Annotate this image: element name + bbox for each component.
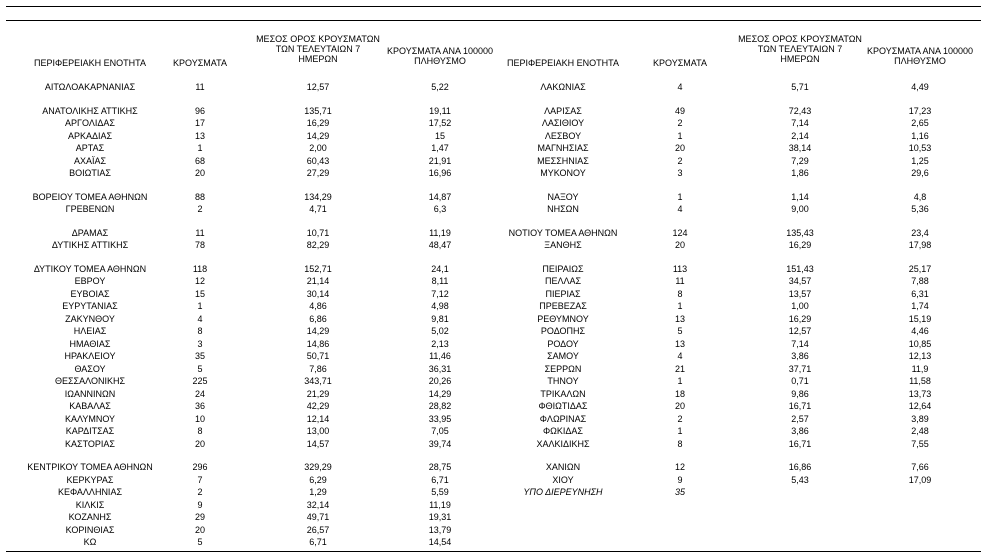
cases-cell: 12 xyxy=(194,276,205,286)
avg-cell: 13,00 xyxy=(306,426,330,436)
table-row xyxy=(0,438,985,451)
avg-cell: 6,71 xyxy=(309,537,327,547)
table-row xyxy=(0,413,985,426)
cases-cell: 4 xyxy=(677,204,683,214)
cases-cell: 1 xyxy=(677,376,683,386)
table-row xyxy=(0,499,985,512)
region-cell: ΖΑΚΥΝΘΟΥ xyxy=(65,313,115,324)
region-cell: ΑΡΤΑΣ xyxy=(75,143,105,153)
table-row xyxy=(0,375,985,388)
region-cell: ΚΟΡΙΝΘΙΑΣ xyxy=(65,524,115,535)
table-row xyxy=(0,203,985,216)
region-cell: ΜΕΣΣΗΝΙΑΣ xyxy=(537,155,589,166)
avg-cell: 9,86 xyxy=(791,388,809,399)
cases-cell: 68 xyxy=(194,155,205,166)
cases-cell: 20 xyxy=(674,401,685,411)
region-cell: ΦΛΩΡΙΝΑΣ xyxy=(539,413,587,424)
cases-cell: 13 xyxy=(194,130,205,141)
avg-cell: 135,43 xyxy=(786,227,814,238)
avg-cell: 37,71 xyxy=(788,363,812,374)
region-cell: ΤΗΝΟΥ xyxy=(547,376,579,386)
region-cell: ΚΕΦΑΛΛΗΝΙΑΣ xyxy=(57,487,123,497)
cases-cell: 1 xyxy=(677,301,683,311)
cases-cell: 29 xyxy=(194,512,205,522)
cases-cell: 296 xyxy=(192,462,208,472)
per100k-cell: 33,95 xyxy=(428,413,452,424)
per100k-cell: 7,12 xyxy=(431,288,449,299)
table-row xyxy=(0,288,985,301)
avg-cell: 1,86 xyxy=(791,168,809,178)
region-cell: ΘΕΣΣΑΛΟΝΙΚΗΣ xyxy=(54,376,126,386)
cases-cell: 5 xyxy=(197,363,203,374)
avg-cell: 2,14 xyxy=(791,130,809,141)
per100k-cell: 24,1 xyxy=(431,263,449,274)
avg-cell: 16,29 xyxy=(788,313,812,324)
avg-cell: 7,14 xyxy=(791,338,809,349)
per100k-cell: 5,22 xyxy=(431,82,449,92)
per100k-cell: 6,71 xyxy=(431,474,449,485)
cases-cell: 2 xyxy=(677,118,683,128)
avg-cell: 42,29 xyxy=(306,401,330,411)
avg-cell: 0,71 xyxy=(791,376,809,386)
cases-cell: 11 xyxy=(195,82,205,92)
cases-cell: 1 xyxy=(677,426,683,436)
per100k-cell: 13,79 xyxy=(428,524,452,535)
top-rule xyxy=(6,6,981,7)
per100k-cell: 4,46 xyxy=(911,326,929,336)
per100k-cell: 36,31 xyxy=(428,363,452,374)
region-cell: ΧΑΝΙΩΝ xyxy=(545,462,581,472)
avg-cell: 329,29 xyxy=(304,462,332,472)
per100k-cell: 2,13 xyxy=(431,338,449,349)
per100k-cell: 7,55 xyxy=(911,438,929,449)
table-row xyxy=(0,155,985,168)
per100k-cell: 13,73 xyxy=(908,388,932,399)
cases-cell: 2 xyxy=(677,413,683,424)
region-cell: ΡΟΔΟΠΗΣ xyxy=(540,326,586,336)
per100k-cell: 48,47 xyxy=(428,240,452,250)
region-cell: ΕΥΡΥΤΑΝΙΑΣ xyxy=(62,301,118,311)
avg-cell: 4,71 xyxy=(309,204,327,214)
avg-cell: 14,86 xyxy=(306,338,330,349)
avg-cell: 30,14 xyxy=(306,288,330,299)
avg-cell: 7,86 xyxy=(309,363,327,374)
avg-cell: 152,71 xyxy=(304,263,332,274)
table-row xyxy=(0,400,985,413)
cases-cell: 8 xyxy=(677,438,683,449)
avg-cell: 27,29 xyxy=(306,168,330,178)
cases-cell: 113 xyxy=(672,263,688,274)
region-cell: ΒΟΡΕΙΟΥ ΤΟΜΕΑ ΑΘΗΝΩΝ xyxy=(32,191,148,202)
cases-cell: 15 xyxy=(194,288,205,299)
avg-cell: 13,57 xyxy=(788,288,812,299)
per100k-cell: 5,02 xyxy=(431,326,449,336)
cases-cell: 20 xyxy=(194,168,205,178)
table-row xyxy=(0,167,985,180)
per100k-cell: 5,59 xyxy=(431,487,449,497)
table-row xyxy=(0,325,985,338)
region-cell: ΠΕΙΡΑΙΩΣ xyxy=(542,263,584,274)
per100k-cell: 17,23 xyxy=(908,105,932,116)
table-row xyxy=(0,363,985,376)
avg-cell: 21,14 xyxy=(306,276,330,286)
right-header-region: ΠΕΡΙΦΕΡΕΙΑΚΗ ΕΝΟΤΗΤΑ xyxy=(506,58,620,68)
avg-cell: 2,00 xyxy=(309,143,327,153)
region-cell: ΦΘΙΩΤΙΔΑΣ xyxy=(538,401,588,411)
table-row xyxy=(0,388,985,401)
cases-cell: 3 xyxy=(677,168,683,178)
avg-cell: 6,86 xyxy=(309,313,327,324)
cases-cell: 13 xyxy=(674,338,685,349)
region-cell: ΕΒΡΟΥ xyxy=(74,276,106,286)
cases-cell: 3 xyxy=(197,338,203,349)
cases-cell: 118 xyxy=(192,263,208,274)
table-row xyxy=(0,239,985,252)
cases-cell: 17 xyxy=(194,118,205,128)
per100k-cell: 7,88 xyxy=(911,276,929,286)
left-header-cases: ΚΡΟΥΣΜΑΤΑ xyxy=(173,58,227,68)
cases-cell: 9 xyxy=(197,499,203,510)
avg-cell: 14,29 xyxy=(306,326,330,336)
avg-cell: 38,14 xyxy=(788,143,812,153)
avg-cell: 134,29 xyxy=(304,191,332,202)
table-row xyxy=(0,191,985,204)
cases-cell: 4 xyxy=(677,351,683,361)
table-row xyxy=(0,474,985,487)
per100k-cell: 2,65 xyxy=(911,118,929,128)
cases-cell: 21 xyxy=(674,363,685,374)
per100k-cell: 11,9 xyxy=(911,363,929,374)
table-row xyxy=(0,130,985,143)
region-cell: ΚΑΣΤΟΡΙΑΣ xyxy=(65,438,115,449)
table-row xyxy=(0,536,985,549)
region-cell: ΧΙΟΥ xyxy=(552,474,574,485)
region-cell: ΘΑΣΟΥ xyxy=(74,363,106,374)
per100k-cell: 9,81 xyxy=(431,313,449,324)
cases-cell: 12 xyxy=(674,462,685,472)
table-row xyxy=(0,275,985,288)
cases-cell: 225 xyxy=(192,376,208,386)
region-cell: ΚΑΒΑΛΑΣ xyxy=(69,401,111,411)
per100k-cell: 6,3 xyxy=(433,204,447,214)
per100k-cell: 28,82 xyxy=(428,401,452,411)
cases-cell: 49 xyxy=(674,105,685,116)
cases-cell: 20 xyxy=(674,240,685,250)
region-cell: ΚΩ xyxy=(83,537,97,547)
avg-cell: 34,57 xyxy=(788,276,812,286)
table-row xyxy=(0,338,985,351)
cases-cell: 5 xyxy=(197,537,203,547)
region-cell: ΛΑΣΙΘΙΟΥ xyxy=(541,118,585,128)
region-cell: ΞΑΝΘΗΣ xyxy=(544,240,582,250)
per100k-cell: 19,11 xyxy=(429,105,451,116)
cases-cell: 2 xyxy=(677,155,683,166)
table-row xyxy=(0,117,985,130)
per100k-cell: 29,6 xyxy=(911,168,929,178)
per100k-cell: 4,49 xyxy=(911,82,929,92)
region-cell: ΕΥΒΟΙΑΣ xyxy=(70,288,110,299)
per100k-cell: 1,47 xyxy=(431,143,449,153)
avg-cell: 82,29 xyxy=(306,240,330,250)
avg-cell: 1,14 xyxy=(791,191,809,202)
avg-cell: 7,14 xyxy=(791,118,809,128)
region-cell: ΤΡΙΚΑΛΩΝ xyxy=(540,388,586,399)
avg-cell: 12,57 xyxy=(306,82,330,92)
avg-cell: 12,14 xyxy=(306,413,330,424)
per100k-cell: 1,25 xyxy=(911,155,929,166)
per100k-cell: 17,52 xyxy=(428,118,452,128)
cases-cell: 4 xyxy=(197,313,203,324)
avg-cell: 16,71 xyxy=(788,438,812,449)
cases-cell: 11 xyxy=(195,227,205,238)
avg-cell: 72,43 xyxy=(788,105,812,116)
per100k-cell: 8,11 xyxy=(431,276,449,286)
avg-cell: 16,71 xyxy=(788,401,812,411)
region-cell: ΜΑΓΝΗΣΙΑΣ xyxy=(537,143,589,153)
region-cell: ΔΡΑΜΑΣ xyxy=(71,227,109,238)
table-row xyxy=(0,227,985,240)
bottom-rule xyxy=(6,551,981,552)
region-cell: ΡΕΘΥΜΝΟΥ xyxy=(537,313,589,324)
table-row xyxy=(0,263,985,276)
per100k-cell: 19,31 xyxy=(428,512,452,522)
cases-cell: 8 xyxy=(197,326,203,336)
per100k-cell: 23,4 xyxy=(911,227,929,238)
avg-cell: 5,43 xyxy=(791,474,809,485)
region-cell: ΒΟΙΩΤΙΑΣ xyxy=(69,168,111,178)
per100k-cell: 28,75 xyxy=(428,462,452,472)
per100k-cell: 14,29 xyxy=(428,388,452,399)
per100k-cell: 6,31 xyxy=(911,288,929,299)
per100k-cell: 1,74 xyxy=(911,301,929,311)
avg-cell: 16,86 xyxy=(788,462,812,472)
region-cell: ΠΕΛΛΑΣ xyxy=(544,276,582,286)
avg-cell: 7,29 xyxy=(791,155,809,166)
region-cell: ΝΟΤΙΟΥ ΤΟΜΕΑ ΑΘΗΝΩΝ xyxy=(508,227,618,238)
table-row xyxy=(0,313,985,326)
region-cell: ΚΙΛΚΙΣ xyxy=(75,499,105,510)
cases-cell: 1 xyxy=(197,301,203,311)
region-cell: ΝΗΣΩΝ xyxy=(547,204,579,214)
left-header-region: ΠΕΡΙΦΕΡΕΙΑΚΗ ΕΝΟΤΗΤΑ xyxy=(33,58,147,68)
per100k-cell: 15,19 xyxy=(908,313,932,324)
cases-cell: 35 xyxy=(194,351,205,361)
right-header-cases: ΚΡΟΥΣΜΑΤΑ xyxy=(653,58,707,68)
region-cell: ΑΧΑΪΑΣ xyxy=(73,155,107,166)
avg-cell: 343,71 xyxy=(304,376,332,386)
table-row xyxy=(0,300,985,313)
cases-cell: 4 xyxy=(677,82,683,92)
region-cell: ΑΙΤΩΛΟΑΚΑΡΝΑΝΙΑΣ xyxy=(44,82,136,92)
per100k-cell: 17,09 xyxy=(908,474,932,485)
region-cell: ΧΑΛΚΙΔΙΚΗΣ xyxy=(536,438,590,449)
table-row xyxy=(0,461,985,474)
region-cell: ΣΑΜΟΥ xyxy=(547,351,579,361)
avg-cell: 151,43 xyxy=(786,263,814,274)
table-row xyxy=(0,511,985,524)
avg-cell: 1,00 xyxy=(791,301,809,311)
table-row xyxy=(0,81,985,94)
cases-cell: 78 xyxy=(194,240,205,250)
per100k-cell: 14,87 xyxy=(428,191,452,202)
region-cell: ΝΑΞΟΥ xyxy=(547,191,579,202)
cases-cell: 1 xyxy=(677,191,683,202)
avg-cell: 16,29 xyxy=(788,240,812,250)
region-cell: ΑΡΓΟΛΙΔΑΣ xyxy=(65,118,115,128)
cases-cell: 1 xyxy=(197,143,203,153)
per100k-cell: 11,19 xyxy=(429,227,451,238)
region-cell: ΦΩΚΙΔΑΣ xyxy=(543,426,583,436)
avg-cell: 3,86 xyxy=(791,351,809,361)
avg-cell: 6,29 xyxy=(309,474,327,485)
cases-cell: 35 xyxy=(674,487,685,497)
region-cell: ΔΥΤΙΚΟΥ ΤΟΜΕΑ ΑΘΗΝΩΝ xyxy=(33,263,147,274)
region-cell: ΚΑΡΔΙΤΣΑΣ xyxy=(65,426,115,436)
cases-cell: 2 xyxy=(197,204,203,214)
per100k-cell: 25,17 xyxy=(908,263,932,274)
region-cell: ΑΡΚΑΔΙΑΣ xyxy=(67,130,113,141)
per100k-cell: 17,98 xyxy=(908,240,932,250)
region-cell: ΔΥΤΙΚΗΣ ΑΤΤΙΚΗΣ xyxy=(51,240,129,250)
avg-cell: 60,43 xyxy=(306,155,330,166)
per100k-cell: 14,54 xyxy=(428,537,452,547)
region-cell: ΚΟΖΑΝΗΣ xyxy=(68,512,112,522)
per100k-cell: 39,74 xyxy=(428,438,452,449)
region-cell: ΛΑΚΩΝΙΑΣ xyxy=(540,82,586,92)
region-cell: ΥΠΟ ΔΙΕΡΕΥΝΗΣΗ xyxy=(523,487,603,497)
avg-cell: 2,57 xyxy=(791,413,809,424)
cases-cell: 1 xyxy=(677,130,683,141)
region-cell: ΛΑΡΙΣΑΣ xyxy=(544,105,582,116)
avg-cell: 12,57 xyxy=(788,326,812,336)
table-row xyxy=(0,105,985,118)
cases-cell: 18 xyxy=(674,388,685,399)
region-cell: ΣΕΡΡΩΝ xyxy=(544,363,582,374)
avg-cell: 3,86 xyxy=(791,426,809,436)
region-cell: ΑΝΑΤΟΛΙΚΗΣ ΑΤΤΙΚΗΣ xyxy=(42,105,138,116)
cases-cell: 8 xyxy=(197,426,203,436)
cases-cell: 96 xyxy=(194,105,205,116)
cases-cell: 20 xyxy=(194,438,205,449)
per100k-cell: 4,98 xyxy=(431,301,449,311)
region-cell: ΙΩΑΝΝΙΝΩΝ xyxy=(64,388,116,399)
avg-cell: 26,57 xyxy=(306,524,330,535)
region-cell: ΜΥΚΟΝΟΥ xyxy=(540,168,586,178)
per100k-cell: 3,89 xyxy=(911,413,929,424)
region-cell: ΓΡΕΒΕΝΩΝ xyxy=(65,204,115,214)
table-row xyxy=(0,486,985,499)
cases-cell: 20 xyxy=(674,143,685,153)
per100k-cell: 12,13 xyxy=(908,351,932,361)
avg-cell: 21,29 xyxy=(306,388,330,399)
region-cell: ΚΕΝΤΡΙΚΟΥ ΤΟΜΕΑ ΑΘΗΝΩΝ xyxy=(27,462,153,472)
right-header-per100k: ΚΡΟΥΣΜΑΤΑ ΑΝΑ 100000 ΠΛΗΘΥΣΜΟ xyxy=(867,46,973,66)
avg-cell: 50,71 xyxy=(306,351,330,361)
region-cell: ΗΡΑΚΛΕΙΟΥ xyxy=(64,351,116,361)
avg-cell: 5,71 xyxy=(791,82,809,92)
cases-cell: 9 xyxy=(677,474,683,485)
cases-cell: 11 xyxy=(675,276,685,286)
avg-cell: 49,71 xyxy=(306,512,330,522)
per100k-cell: 5,36 xyxy=(911,204,929,214)
region-cell: ΛΕΣΒΟΥ xyxy=(544,130,582,141)
avg-cell: 9,00 xyxy=(791,204,809,214)
avg-cell: 1,29 xyxy=(309,487,327,497)
region-cell: ΠΙΕΡΙΑΣ xyxy=(545,288,581,299)
cases-cell: 10 xyxy=(194,413,205,424)
per100k-cell: 4,8 xyxy=(913,191,927,202)
right-header-avg: ΜΕΣΟΣ ΟΡΟΣ ΚΡΟΥΣΜΑΤΩΝ ΤΩΝ ΤΕΛΕΥΤΑΙΩΝ 7 ΗΜΕΡΩΝ xyxy=(738,34,862,64)
per100k-cell: 7,66 xyxy=(911,462,929,472)
table-row xyxy=(0,350,985,363)
per100k-cell: 21,91 xyxy=(428,155,452,166)
cases-cell: 88 xyxy=(194,191,205,202)
avg-cell: 4,86 xyxy=(309,301,327,311)
cases-cell: 7 xyxy=(197,474,203,485)
table-row xyxy=(0,524,985,537)
per100k-cell: 16,96 xyxy=(428,168,452,178)
region-cell: ΡΟΔΟΥ xyxy=(547,338,579,349)
cases-cell: 20 xyxy=(194,524,205,535)
avg-cell: 32,14 xyxy=(306,499,330,510)
region-cell: ΠΡΕΒΕΖΑΣ xyxy=(539,301,587,311)
table-row xyxy=(0,142,985,155)
cases-cell: 13 xyxy=(674,313,685,324)
per100k-cell: 7,05 xyxy=(431,426,449,436)
per100k-cell: 11,19 xyxy=(429,499,451,510)
avg-cell: 135,71 xyxy=(304,105,332,116)
left-header-per100k: ΚΡΟΥΣΜΑΤΑ ΑΝΑ 100000 ΠΛΗΘΥΣΜΟ xyxy=(387,46,493,66)
per100k-cell: 11,58 xyxy=(909,376,931,386)
per100k-cell: 1,16 xyxy=(911,130,929,141)
avg-cell: 14,29 xyxy=(306,130,330,141)
cases-cell: 36 xyxy=(194,401,205,411)
left-header-avg: ΜΕΣΟΣ ΟΡΟΣ ΚΡΟΥΣΜΑΤΩΝ ΤΩΝ ΤΕΛΕΥΤΑΙΩΝ 7 ΗΜΕΡΩΝ xyxy=(256,34,380,64)
header-top-rule xyxy=(6,20,981,21)
avg-cell: 16,29 xyxy=(306,118,330,128)
avg-cell: 10,71 xyxy=(306,227,330,238)
per100k-cell: 15 xyxy=(434,130,445,141)
per100k-cell: 10,53 xyxy=(908,143,932,153)
per100k-cell: 20,26 xyxy=(428,376,452,386)
avg-cell: 14,57 xyxy=(306,438,330,449)
cases-cell: 8 xyxy=(677,288,683,299)
per100k-cell: 2,48 xyxy=(911,426,929,436)
region-cell: ΚΕΡΚΥΡΑΣ xyxy=(66,474,114,485)
cases-cell: 5 xyxy=(677,326,683,336)
per100k-cell: 12,64 xyxy=(908,401,932,411)
cases-cell: 2 xyxy=(197,487,203,497)
region-cell: ΚΑΛΥΜΝΟΥ xyxy=(64,413,116,424)
region-cell: ΗΜΑΘΙΑΣ xyxy=(69,338,111,349)
table-row xyxy=(0,425,985,438)
per100k-cell: 11,46 xyxy=(429,351,451,361)
cases-cell: 124 xyxy=(672,227,688,238)
region-cell: ΗΛΕΙΑΣ xyxy=(73,326,107,336)
per100k-cell: 10,85 xyxy=(908,338,932,349)
cases-cell: 24 xyxy=(194,388,205,399)
